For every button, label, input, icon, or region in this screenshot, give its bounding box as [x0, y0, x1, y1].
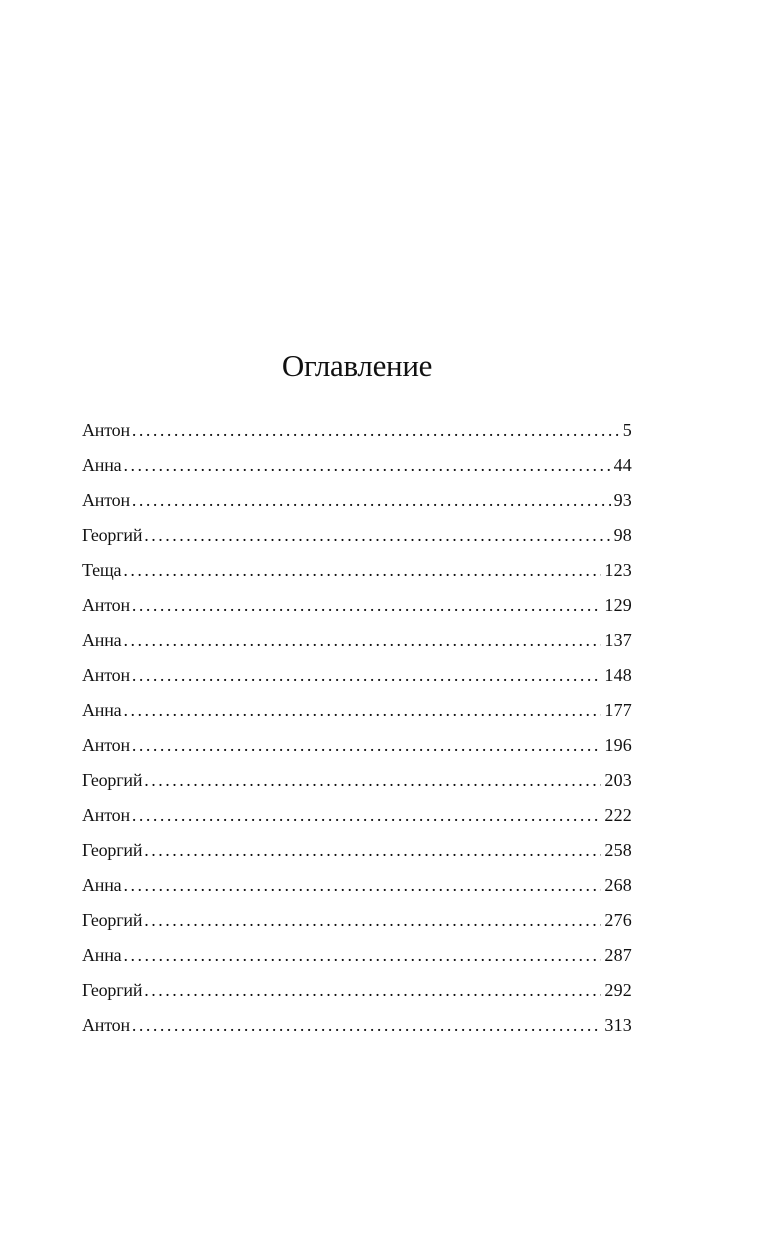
toc-dot-leader: [132, 798, 601, 833]
toc-entry-name: Антон: [82, 490, 130, 510]
toc-entry: [82, 588, 632, 623]
toc-entry-page: 93: [613, 490, 632, 510]
toc-entry: [82, 553, 632, 588]
toc-entry-name: Анна: [82, 875, 122, 895]
toc-entry-page: 123: [604, 560, 632, 580]
toc-entry-page: 222: [604, 805, 632, 825]
toc-dot-leader: [132, 658, 601, 693]
toc-entry: [82, 623, 632, 658]
toc-entry-name: Георгий: [82, 840, 143, 860]
toc-dot-leader: [132, 588, 601, 623]
toc-dot-leader: [123, 553, 601, 588]
toc-entry-name: Антон: [82, 1015, 130, 1035]
toc-dot-leader: [123, 693, 601, 728]
toc-dot-leader: [123, 868, 601, 903]
toc-dot-leader: [144, 903, 601, 938]
toc-entry: [82, 483, 632, 518]
toc-entry-page: 258: [604, 840, 632, 860]
toc-entry: [82, 868, 632, 903]
toc-entry-page: 129: [604, 595, 632, 615]
toc-entry: [82, 413, 632, 448]
toc-entry: [82, 448, 632, 483]
toc-entry-name: Анна: [82, 455, 122, 475]
toc-entry: [82, 798, 632, 833]
toc-dot-leader: [123, 623, 601, 658]
toc-dot-leader: [132, 483, 611, 518]
toc-dot-leader: [144, 973, 601, 1008]
toc-entry-page: 313: [604, 1015, 632, 1035]
toc-entry-name: Георгий: [82, 980, 143, 1000]
toc-entry-name: Антон: [82, 665, 130, 685]
table-of-contents: [82, 413, 632, 1043]
toc-entry-name: Теща: [82, 560, 122, 580]
toc-entry-page: 287: [604, 945, 632, 965]
toc-entry-page: 137: [604, 630, 632, 650]
toc-entry: [82, 1008, 632, 1043]
toc-entry: [82, 518, 632, 553]
toc-dot-leader: [132, 413, 620, 448]
toc-entry-page: 177: [604, 700, 632, 720]
toc-entry-page: 5: [622, 420, 632, 440]
toc-dot-leader: [132, 728, 601, 763]
toc-entry-name: Антон: [82, 805, 130, 825]
toc-dot-leader: [144, 518, 610, 553]
toc-entry-page: 196: [604, 735, 632, 755]
toc-dot-leader: [123, 448, 610, 483]
toc-dot-leader: [132, 1008, 601, 1043]
toc-entry-name: Анна: [82, 630, 122, 650]
page-title: Оглавление: [281, 348, 433, 383]
toc-entry: [82, 728, 632, 763]
toc-entry-name: Георгий: [82, 525, 143, 545]
toc-entry-name: Антон: [82, 595, 130, 615]
toc-entry: [82, 903, 632, 938]
toc-entry: [82, 973, 632, 1008]
toc-entry-page: 276: [604, 910, 632, 930]
toc-dot-leader: [123, 938, 601, 973]
toc-dot-leader: [144, 833, 601, 868]
toc-entry-page: 292: [604, 980, 632, 1000]
toc-entry-page: 203: [604, 770, 632, 790]
toc-entry: [82, 833, 632, 868]
toc-entry-name: Антон: [82, 420, 130, 440]
toc-entry-name: Анна: [82, 700, 122, 720]
toc-entry: [82, 938, 632, 973]
toc-dot-leader: [144, 763, 601, 798]
toc-entry-page: 98: [613, 525, 632, 545]
toc-entry-page: 148: [604, 665, 632, 685]
toc-entry-name: Георгий: [82, 770, 143, 790]
toc-entry-page: 268: [604, 875, 632, 895]
toc-entry-name: Анна: [82, 945, 122, 965]
toc-entry-name: Антон: [82, 735, 130, 755]
toc-entry-name: Георгий: [82, 910, 143, 930]
toc-entry: [82, 658, 632, 693]
toc-entry-page: 44: [613, 455, 632, 475]
toc-entry: [82, 693, 632, 728]
toc-entry: [82, 763, 632, 798]
